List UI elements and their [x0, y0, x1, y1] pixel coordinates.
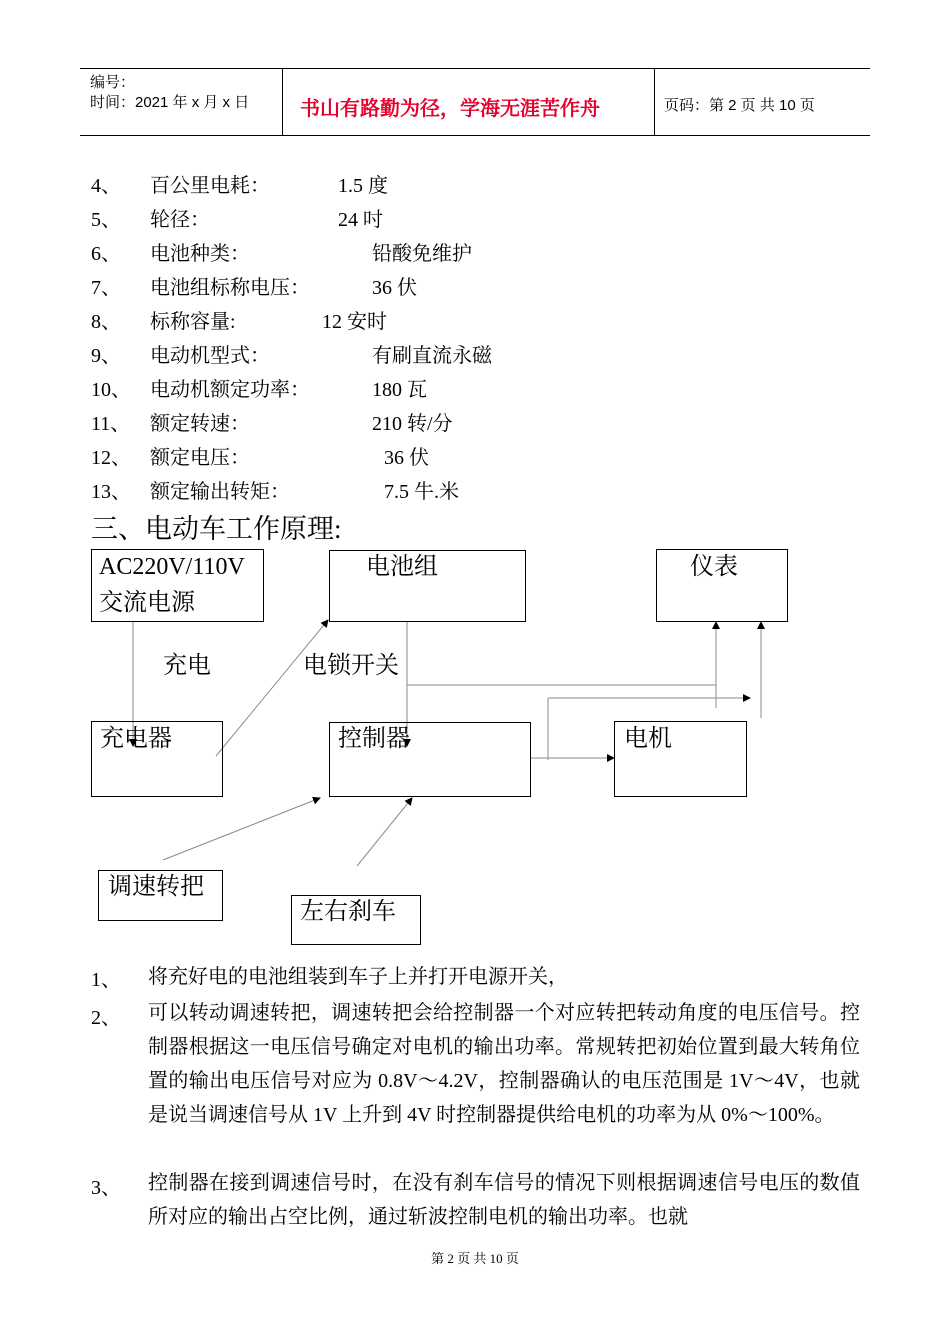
spec-num: 10、 — [91, 379, 131, 401]
charge-label: 充电 — [163, 653, 211, 679]
paragraph-num: 1、 — [91, 969, 121, 991]
spec-value: 180 瓦 — [372, 379, 427, 401]
spec-value: 7.5 牛.米 — [384, 481, 459, 503]
paragraph-num: 3、 — [91, 1177, 121, 1199]
brakes-label: 左右刹车 — [300, 899, 396, 925]
throttle-label: 调速转把 — [108, 874, 204, 900]
page-footer: 第 2 页 共 10 页 — [431, 1251, 519, 1266]
spec-label: 额定输出转矩： — [150, 481, 290, 503]
spec-value: 24 吋 — [338, 209, 383, 231]
spec-label: 轮径： — [150, 209, 210, 231]
spec-label: 额定电压： — [150, 447, 250, 469]
paragraph-text: 将充好电的电池组装到车子上并打开电源开关， — [148, 966, 568, 988]
spec-num: 11、 — [91, 413, 131, 435]
ac-source-label-line1: AC220V/110V — [99, 554, 245, 580]
charger-label: 充电器 — [100, 726, 172, 752]
paragraph-text: 控制器在接到调速信号时，在没有刹车信号的情况下则根据调速信号电压的数值所对应的输出占空比例，通过斩波控制电机的输出功率。也就 — [148, 1172, 860, 1228]
spec-num: 7、 — [91, 277, 121, 299]
spec-label: 额定转速： — [150, 413, 250, 435]
header-code-label: 编号： — [90, 74, 136, 91]
spec-label: 标称容量: — [150, 311, 236, 333]
spec-label: 电动机额定功率： — [150, 379, 310, 401]
spec-value: 36 伏 — [384, 447, 429, 469]
spec-num: 5、 — [91, 209, 121, 231]
arrow-charger-to-battery — [216, 620, 328, 756]
spec-label: 电池种类： — [150, 243, 250, 265]
spec-value: 210 转/分 — [372, 413, 453, 435]
spec-label: 电动机型式： — [150, 345, 270, 367]
paragraph-num: 2、 — [91, 1007, 121, 1029]
controller-label: 控制器 — [338, 726, 410, 752]
motor-label: 电机 — [624, 726, 672, 752]
arrow-brakes-to-controller — [357, 798, 412, 866]
spec-value: 有刷直流永磁 — [372, 345, 492, 367]
paragraph-text: 可以转动调速转把，调速转把会给控制器一个对应转把转动角度的电压信号。控制器根据这一电压信号确定对电机的输出功率。常规转把初始位置到最大转角位置的输出电压信号对应为 0.8V～4.2V，控制器确认的电压范围是 1V～4V，也就是说当调速信号从 1V 上升到 4V 时控制器提供给电机的功率为从 0%～100%。 — [148, 1002, 860, 1126]
section-title: 三、电动车工作原理: — [91, 514, 342, 544]
lock-switch-label: 电锁开关 — [303, 653, 399, 679]
spec-num: 12、 — [91, 447, 131, 469]
spec-num: 4、 — [91, 175, 121, 197]
spec-num: 6、 — [91, 243, 121, 265]
header-page-info: 页码：第 2 页 共 10 页 — [664, 97, 815, 114]
meter-label: 仪表 — [690, 554, 738, 580]
battery-label: 电池组 — [366, 554, 438, 580]
spec-value: 36 伏 — [372, 277, 417, 299]
spec-value: 12 安时 — [322, 311, 387, 333]
spec-label: 电池组标称电压： — [150, 277, 310, 299]
spec-value: 铅酸免维护 — [372, 243, 472, 265]
header-time-label: 时间：2021 年 x 月 x 日 — [90, 94, 250, 111]
spec-num: 13、 — [91, 481, 131, 503]
ac-source-label-line2: 交流电源 — [99, 590, 195, 616]
spec-num: 8、 — [91, 311, 121, 333]
arrow-throttle-to-controller — [163, 798, 320, 860]
spec-label: 百公里电耗： — [150, 175, 270, 197]
spec-num: 9、 — [91, 345, 121, 367]
header-motto: 书山有路勤为径，学海无涯苦作舟 — [300, 98, 600, 120]
spec-value: 1.5 度 — [338, 175, 388, 197]
